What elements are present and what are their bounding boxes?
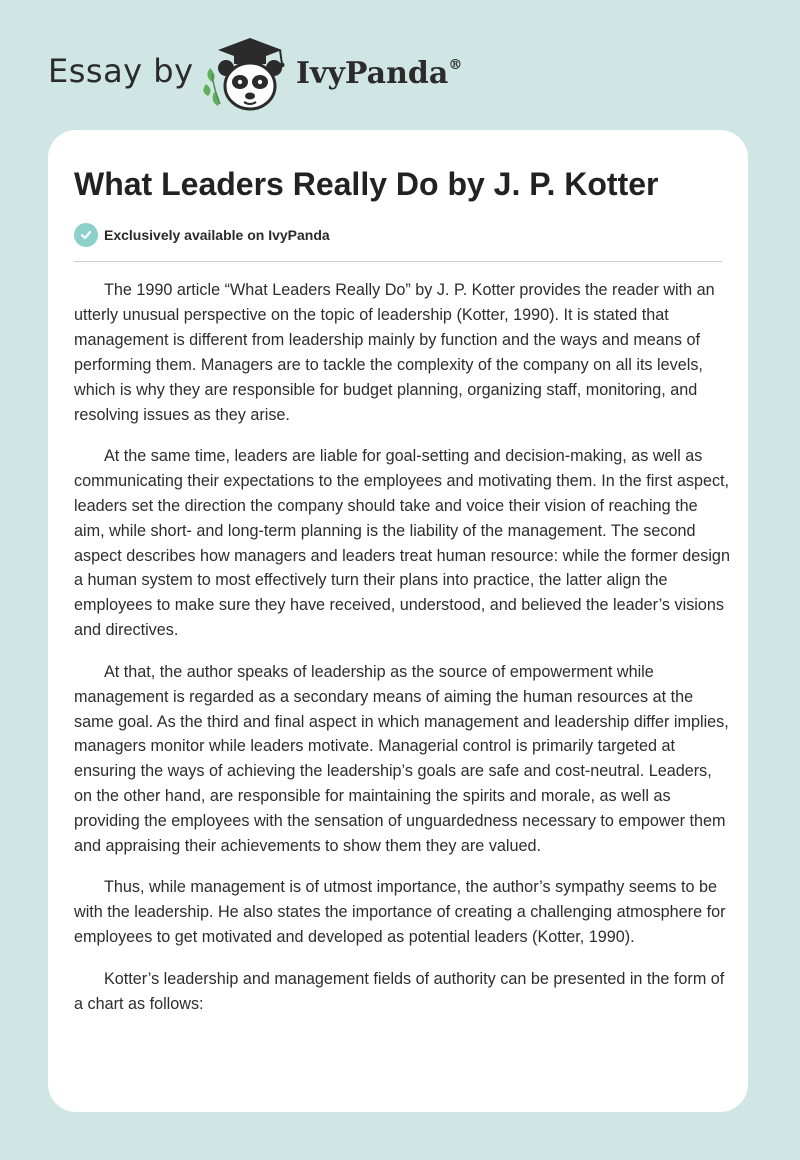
page-title: What Leaders Really Do by J. P. Kotter bbox=[74, 166, 659, 202]
paragraph-5: Kotter’s leadership and management fields of authority can be presented in the form of a chart as follows: bbox=[74, 969, 725, 1013]
panda-logo[interactable] bbox=[200, 34, 292, 114]
paragraph-3: At that, the author speaks of leadership as the source of empowerment while management is regarded as a secondary means of aiming the human resources at the same goal. As the third and final aspect in which management and leadership differ implies, managers monitor while leaders motivate. Managerial control is primarily targeted at ensuring the ways of achieving the leadership’s goals are safe and cost-neutral. Leaders, on the other hand, are responsible for maintaining the spirits and morale, as well as providing the employees with the sensation of unguardedness necessary to empower them and appraising their achievements to show them they are valued. bbox=[74, 662, 729, 856]
essay-card bbox=[48, 130, 748, 1112]
panda-head-icon bbox=[218, 60, 282, 109]
paragraph-2: At the same time, leaders are liable for goal-setting and decision-making, as well as communicating their expectations to the employees and motivating them. In the first aspect, leaders set the direction the company should take and voice their vision of reaching the aim, while short- and long-term planning is the liability of the management. The second aspect describes how managers and leaders treat human resource: while the former design a human system to most effectively turn their plans into practice, the latter align the employees to make sure they have received, understood, and believed the leader’s visions and directives. bbox=[74, 446, 730, 640]
ivy-leaf-icon bbox=[203, 68, 220, 106]
essay-by-label: Essay by bbox=[48, 52, 194, 90]
paragraph-4: Thus, while management is of utmost importance, the author’s sympathy seems to be with the leadership. He also states the importance of creating a challenging atmosphere for employees to get motivated and developed as potential leaders (Kotter, 1990). bbox=[74, 878, 726, 947]
divider bbox=[74, 261, 722, 262]
essay-body bbox=[74, 278, 730, 1033]
brand-name[interactable] bbox=[296, 56, 462, 91]
paragraph-1: The 1990 article “What Leaders Really Do” by J. P. Kotter provides the reader with an utterly unusual perspective on the topic of leadership (Kotter, 1990). It is stated that management is different from leadership mainly by function and the ways and means of performing them. Managers are to tackle the complexity of the company on all its levels, which is why they are responsible for budget planning, organizing staff, monitoring, and resolving issues as they arise. bbox=[74, 281, 715, 424]
site-header bbox=[0, 0, 800, 130]
exclusive-badge bbox=[74, 222, 330, 248]
brand-text: IvyPanda bbox=[296, 56, 449, 91]
check-icon bbox=[74, 223, 98, 247]
registered-mark: ® bbox=[448, 57, 463, 73]
exclusive-label: Exclusively available on IvyPanda bbox=[104, 227, 330, 243]
